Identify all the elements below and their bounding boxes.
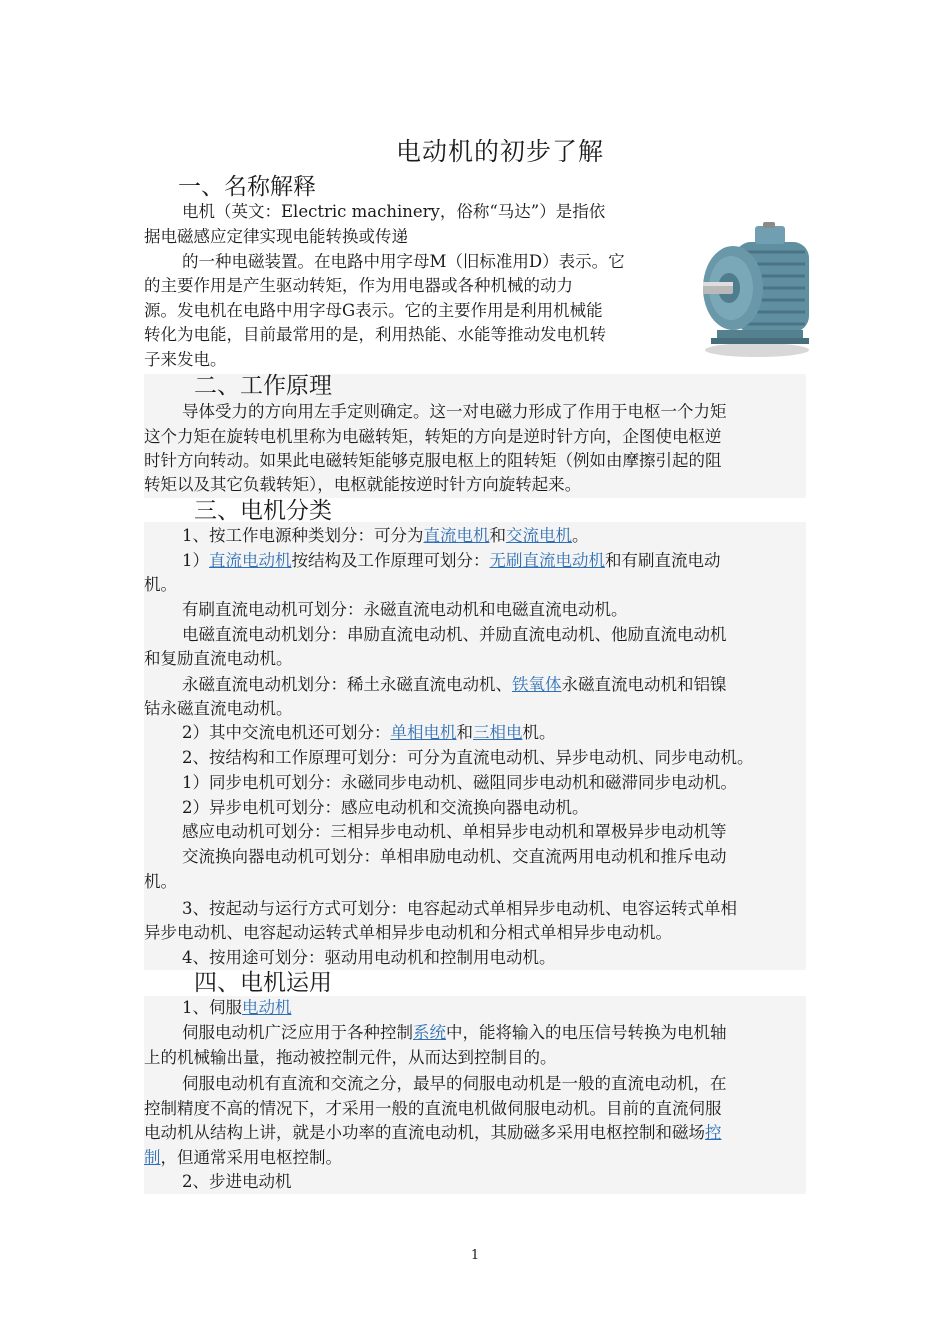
link-system[interactable]: 系统 [413,1023,446,1042]
section-heading-classification: 三、电机分类 [194,498,332,524]
page-number: 1 [470,1248,480,1263]
paragraph-line: 的主要作用是产生驱动转矩，作为用电器或各种机械的动力 [144,276,573,295]
paragraph-line: 电动机从结构上讲，就是小功率的直流电动机，其励磁多采用电枢控制和磁场控 [144,1123,722,1142]
paragraph-line: 2、步进电动机 [182,1172,292,1191]
paragraph-line: 1、伺服电动机 [182,998,292,1017]
link-brushless-dc-motor[interactable]: 无刷直流电动机 [489,551,605,570]
paragraph-line: 转化为电能，目前最常用的是，利用热能、水能等推动发电机转 [144,325,606,344]
paragraph-line: 转矩以及其它负载转矩），电枢就能按逆时针方向旋转起来。 [144,475,582,494]
link-control-part2[interactable]: 制 [144,1148,161,1167]
paragraph-line: 这个力矩在旋转电机里称为电磁转矩，转矩的方向是逆时针方向，企图使电枢逆 [144,427,722,446]
paragraph-line: 和复励直流电动机。 [144,649,293,668]
paragraph-line: 有刷直流电动机可划分：永磁直流电动机和电磁直流电动机。 [182,600,628,619]
paragraph-line: 1）直流电动机按结构及工作原理可划分：无刷直流电动机和有刷直流电动 [182,551,721,570]
paragraph-line: 永磁直流电动机划分：稀土永磁直流电动机、铁氧体永磁直流电动机和铝镍 [182,675,727,694]
paragraph-line: 据电磁感应定律实现电能转换或传递 [144,227,408,246]
paragraph-line: 2、按结构和工作原理可划分：可分为直流电动机、异步电动机、同步电动机。 [182,748,754,767]
paragraph-line: 交流换向器电动机可划分：单相串励电动机、交直流两用电动机和推斥电动 [182,847,727,866]
paragraph-line: 子来发电。 [144,350,227,369]
paragraph-line: 4、按用途可划分：驱动用电动机和控制用电动机。 [182,948,556,967]
link-electric-motor[interactable]: 电动机 [242,998,292,1017]
section-heading-definition: 一、名称解释 [178,174,316,200]
paragraph-line: 异步电动机、电容起动运转式单相异步电动机和分相式单相异步电动机。 [144,923,672,942]
link-ac-motor[interactable]: 交流电机 [506,526,572,545]
paragraph-line: 源。发电机在电路中用字母G表示。它的主要作用是利用机械能 [144,301,603,320]
paragraph-line: 时针方向转动。如果此电磁转矩能够克服电枢上的阻转矩（例如由摩擦引起的阻 [144,451,722,470]
paragraph-line: 2）异步电机可划分：感应电动机和交流换向器电动机。 [182,798,589,817]
paragraph-line: 3、按起动与运行方式可划分：电容起动式单相异步电动机、电容运转式单相 [182,899,737,918]
link-ferrite[interactable]: 铁氧体 [512,675,562,694]
paragraph-line: 导体受力的方向用左手定则确定。这一对电磁力形成了作用于电枢一个力矩 [182,402,727,421]
paragraph-line: 钴永磁直流电动机。 [144,699,293,718]
electric-motor-image [697,222,815,360]
paragraph-line: 的一种电磁装置。在电路中用字母M（旧标准用D）表示。它 [182,252,625,271]
link-three-phase[interactable]: 三相电 [473,723,523,742]
paragraph-line: 伺服电动机广泛应用于各种控制系统中，能将输入的电压信号转换为电机轴 [182,1023,727,1042]
link-single-phase-motor[interactable]: 单相电机 [390,723,457,742]
paragraph-line: 机。 [144,872,177,891]
paragraph-line: 电机（英文：Electric machinery，俗称“马达”）是指依 [182,202,606,221]
section-heading-application: 四、电机运用 [194,970,332,996]
link-control-part1[interactable]: 控 [705,1123,722,1142]
paragraph-line: 1、按工作电源种类划分：可分为直流电机和交流电机。 [182,526,589,545]
link-dc-electric-motor[interactable]: 直流电动机 [209,551,292,570]
paragraph-line: 制，但通常采用电枢控制。 [144,1148,342,1167]
paragraph-line: 电磁直流电动机划分：串励直流电动机、并励直流电动机、他励直流电动机 [182,625,727,644]
paragraph-line: 感应电动机可划分：三相异步电动机、单相异步电动机和罩极异步电动机等 [182,822,727,841]
paragraph-line: 上的机械输出量，拖动被控制元件，从而达到控制目的。 [144,1048,557,1067]
section-heading-principle: 二、工作原理 [194,373,332,399]
paragraph-line: 2）其中交流电机还可划分：单相电机和三相电机。 [182,723,556,742]
paragraph-line: 机。 [144,575,177,594]
paragraph-line: 1）同步电机可划分：永磁同步电动机、磁阻同步电动机和磁滞同步电动机。 [182,773,737,792]
paragraph-line: 伺服电动机有直流和交流之分，最早的伺服电动机是一般的直流电动机，在 [182,1074,727,1093]
link-dc-motor[interactable]: 直流电机 [423,526,490,545]
paragraph-line: 控制精度不高的情况下，才采用一般的直流电机做伺服电动机。目前的直流伺服 [144,1099,722,1118]
page-title: 电动机的初步了解 [395,137,604,166]
